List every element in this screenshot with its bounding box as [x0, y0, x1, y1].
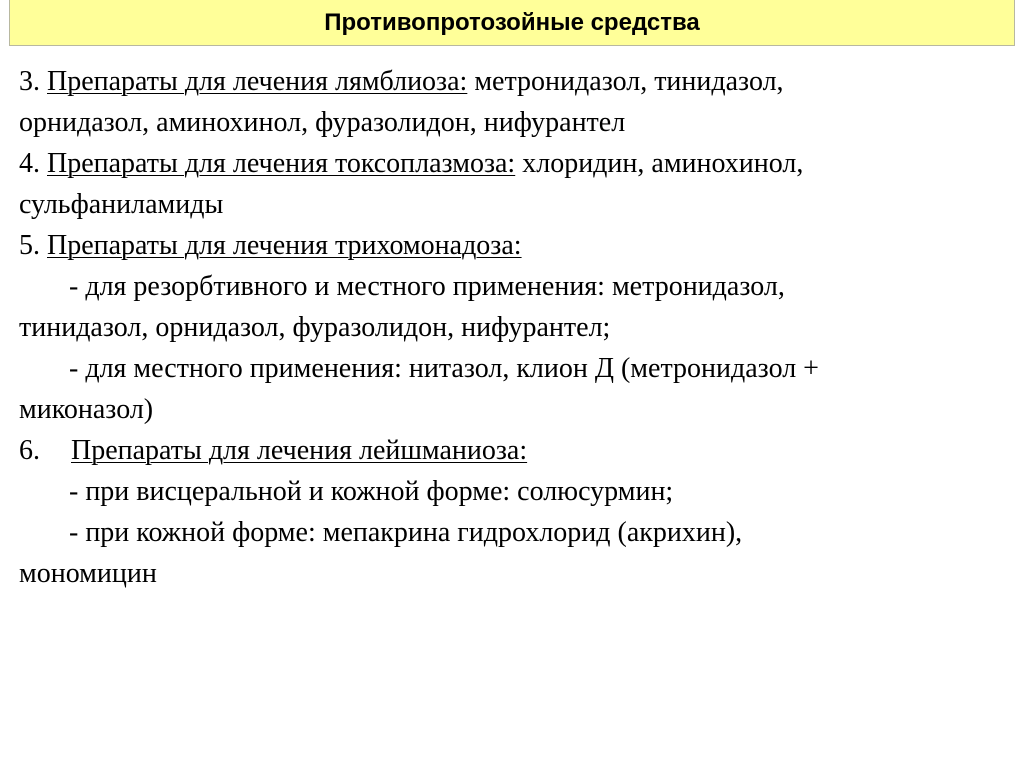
title-bar	[9, 0, 1015, 46]
item-6-sub-2-text-2: мономицин	[19, 558, 157, 589]
item-5-sub-1-text-1: - для резорбтивного и местного применения: метронидазол,	[69, 271, 785, 302]
item-4-heading: Препараты для лечения токсоплазмоза:	[47, 148, 516, 179]
item-6-sub-1-text: - при висцеральной и кожной форме: солюсурмин;	[69, 476, 674, 507]
item-3-line-1	[19, 61, 1009, 102]
item-4-number: 4.	[19, 148, 40, 179]
slide-content	[19, 61, 1009, 594]
item-4-text-2: сульфаниламиды	[19, 189, 224, 220]
item-6-number: 6.	[19, 435, 40, 466]
item-4-line-2	[19, 184, 1009, 225]
item-3-text-1: метронидазол, тинидазол,	[474, 66, 784, 97]
item-3-number: 3.	[19, 66, 40, 97]
item-3-text-2: орнидазол, аминохинол, фуразолидон, нифурантел	[19, 107, 626, 138]
item-5-sub-2-text-2: миконазол)	[19, 394, 154, 425]
slide-title: Противопротозойные средства	[324, 8, 700, 36]
item-5-sub-2-line-1	[19, 348, 1009, 389]
item-5-sub-2-text-1: - для местного применения: нитазол, клион Д (метронидазол +	[69, 353, 819, 384]
item-4-line-1	[19, 143, 1009, 184]
item-6-sub-2-line-2	[19, 553, 1009, 594]
item-5-line-1	[19, 225, 1009, 266]
item-6-sub-2-line-1	[19, 512, 1009, 553]
item-6-sub-2-text-1: - при кожной форме: мепакрина гидрохлорид (акрихин),	[69, 517, 743, 548]
item-5-sub-1-line-2	[19, 307, 1009, 348]
item-6-heading: Препараты для лечения лейшманиоза:	[71, 435, 528, 466]
item-5-heading: Препараты для лечения трихомонадоза:	[47, 230, 522, 261]
item-5-sub-1-line-1	[19, 266, 1009, 307]
item-3-heading: Препараты для лечения лямблиоза:	[47, 66, 468, 97]
item-6-sub-1	[19, 471, 1009, 512]
item-5-number: 5.	[19, 230, 40, 261]
item-5-sub-1-text-2: тинидазол, орнидазол, фуразолидон, нифурантел;	[19, 312, 611, 343]
item-6-line-1	[19, 430, 1009, 471]
item-4-text-1: хлоридин, аминохинол,	[522, 148, 804, 179]
item-3-line-2	[19, 102, 1009, 143]
item-5-sub-2-line-2	[19, 389, 1009, 430]
